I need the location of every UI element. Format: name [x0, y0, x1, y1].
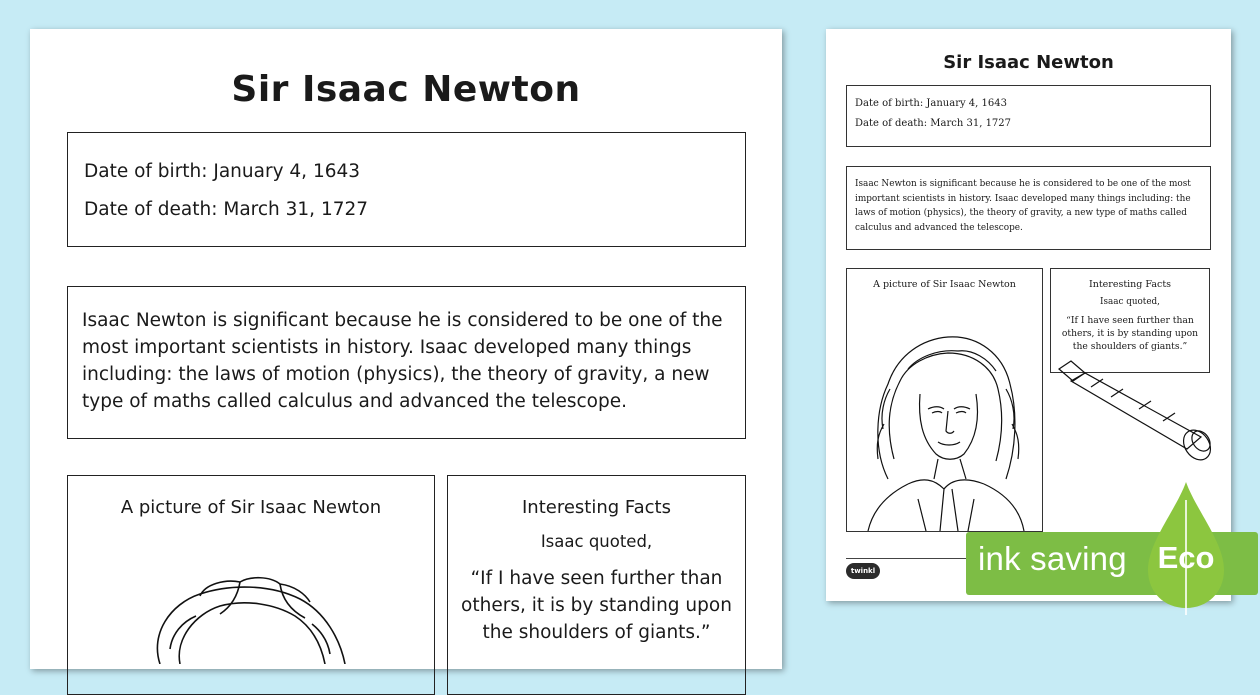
facts-heading: Interesting Facts: [522, 497, 671, 518]
portrait-illustration: [100, 554, 360, 664]
facts-intro: Isaac quoted,: [540, 532, 653, 551]
thumb-death-date: Date of death: March 31, 1727: [855, 118, 1012, 129]
facts-box: [447, 475, 746, 695]
thumb-title: Sir Isaac Newton: [943, 52, 1114, 73]
picture-caption: A picture of Sir Isaac Newton: [120, 497, 382, 518]
thumb-facts-quote: “If I have seen further than others, it is by standing upon the shoulders of giants.”: [1061, 315, 1199, 352]
birth-date: Date of birth: January 4, 1643: [84, 161, 361, 182]
thumb-birth-date: Date of birth: January 4, 1643: [855, 98, 1007, 109]
thumb-significance-box: Isaac Newton is significant because he is considered to be one of the most important scientists in history. Isaac developed many things including: the laws of motion (physics), the theory of gravity, a new type of maths called calculus and advanced the telescope.: [846, 166, 1211, 250]
page-title: Sir Isaac Newton: [231, 69, 581, 110]
thumb-picture-caption: A picture of Sir Isaac Newton: [873, 279, 1016, 290]
dates-box: [67, 132, 746, 247]
death-date: Date of death: March 31, 1727: [84, 199, 369, 220]
twinkl-logo: twinkl: [846, 563, 880, 579]
facts-quote: “If I have seen further than others, it is by standing upon the shoulders of giants.”: [461, 568, 732, 643]
eco-label: Eco: [1157, 540, 1215, 575]
telescope-illustration: [1051, 357, 1216, 467]
ink-saving-text: ink saving: [978, 540, 1127, 577]
worksheet-page-zoomed: [30, 29, 782, 669]
significance-box: Isaac Newton is significant because he is considered to be one of the most important scientists in history. Isaac developed many things including: the laws of motion (physics), the theory of gravity, a new type of maths called calculus and advanced the telescope.: [67, 286, 746, 439]
thumb-facts-intro: Isaac quoted,: [1100, 297, 1160, 307]
thumb-facts-heading: Interesting Facts: [1088, 279, 1172, 290]
portrait-illustration: [848, 309, 1040, 531]
thumb-dates-box: [846, 85, 1211, 147]
